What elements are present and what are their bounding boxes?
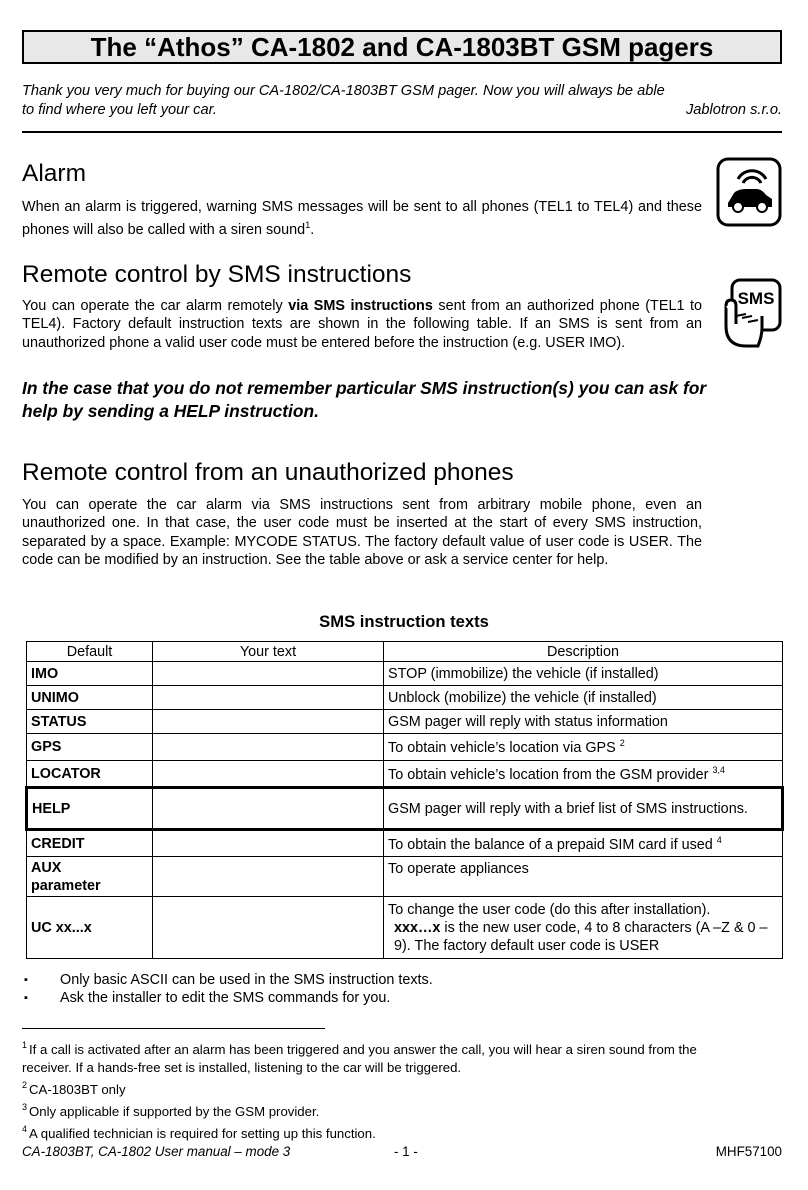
description-cell: GSM pager will reply with status information bbox=[384, 710, 783, 734]
table-header-row bbox=[27, 642, 783, 662]
description-cell: To obtain vehicle’s location from the GSM provider $^{3,4}$ bbox=[384, 761, 783, 788]
description-cell: To change the user code (do this after installation). xxx…x is the new user code, 4 to 8 characters (A –Z & 0 – 9). The factory default user code is USER bbox=[384, 897, 783, 959]
table-row bbox=[27, 761, 783, 788]
your-text-cell bbox=[153, 734, 384, 761]
description-cell: To operate appliances bbox=[384, 857, 783, 897]
footnote-4: $^4$ A qualified technician is required for setting up this function. bbox=[22, 1124, 376, 1141]
alarm-heading: Alarm bbox=[22, 160, 86, 187]
description-cell: Unblock (mobilize) the vehicle (if installed) bbox=[384, 686, 783, 710]
table-row bbox=[27, 662, 783, 686]
footnote-ref: 1 bbox=[305, 220, 311, 231]
your-text-cell bbox=[153, 830, 384, 857]
table-row bbox=[27, 897, 783, 959]
description-cell: To obtain vehicle’s location via GPS $^2$ bbox=[384, 734, 783, 761]
car-alarm-icon bbox=[716, 157, 782, 227]
help-note: In the case that you do not remember particular SMS instruction(s) you can ask for help by sending a HELP instruction. bbox=[22, 378, 707, 421]
footnote-2: $^2$ CA-1803BT only bbox=[22, 1080, 126, 1097]
bullet-list bbox=[22, 971, 433, 1007]
description-cell: To obtain the balance of a prepaid SIM card if used $^4$ bbox=[384, 830, 783, 857]
page-title: The “Athos” CA-1802 and CA-1803BT GSM pagers bbox=[22, 30, 782, 64]
alarm-text: When an alarm is triggered, warning SMS messages will be sent to all phones (TEL1 to TEL4) and these phones will also be called with a siren sound$^1$. bbox=[22, 199, 702, 239]
list-item: ▪ Ask the installer to edit the SMS commands for you. bbox=[22, 989, 433, 1007]
default-cell: UC xx...x bbox=[27, 897, 153, 959]
default-cell: LOCATOR bbox=[27, 761, 153, 788]
footnote-3: $^3$ Only applicable if supported by the GSM provider. bbox=[22, 1102, 320, 1119]
your-text-cell bbox=[153, 788, 384, 830]
default-cell: HELP bbox=[27, 788, 153, 830]
table-row bbox=[27, 734, 783, 761]
your-text-cell bbox=[153, 857, 384, 897]
your-text-cell bbox=[153, 662, 384, 686]
footer-manual-title: CA-1803BT, CA-1802 User manual – mode 3 bbox=[22, 1144, 291, 1159]
intro-line-1: Thank you very much for buying our CA-1802/CA-1803BT GSM pager. Now you will always be able bbox=[22, 83, 665, 99]
divider bbox=[22, 131, 782, 133]
description-cell: GSM pager will reply with a brief list of SMS instructions. bbox=[384, 788, 783, 830]
table-row bbox=[27, 710, 783, 734]
column-header: Your text bbox=[153, 642, 384, 662]
remote-sms-heading: Remote control by SMS instructions bbox=[22, 261, 412, 288]
your-text-cell bbox=[153, 761, 384, 788]
description-cell: STOP (immobilize) the vehicle (if installed) bbox=[384, 662, 783, 686]
table-row bbox=[27, 857, 783, 897]
column-header: Description bbox=[384, 642, 783, 662]
footnote-1: $^1$ If a call is activated after an alarm has been triggered and you answer the call, you will hear a siren sound from the receiver. If a hands-free set is installed, listening to the car will be triggered. bbox=[22, 1040, 697, 1075]
footnote-divider bbox=[22, 1028, 325, 1029]
default-cell: AUX parameter bbox=[27, 857, 153, 897]
table-caption: SMS instruction texts bbox=[319, 612, 489, 631]
sms-icon-label: SMS bbox=[737, 289, 775, 308]
list-item: ▪ Only basic ASCII can be used in the SMS instruction texts. bbox=[22, 971, 433, 989]
your-text-cell bbox=[153, 686, 384, 710]
sms-instruction-table bbox=[25, 641, 784, 959]
default-cell: STATUS bbox=[27, 710, 153, 734]
remote-sms-text: You can operate the car alarm remotely via SMS instructions sent from an authorized phone (TEL1 to TEL4). Factory default instruction texts are shown in the following table. If an SMS is sent from an unauthorized phone a valid user code must be entered before the instruction (e.g. USER IMO). bbox=[22, 298, 702, 351]
intro-line-2: to find where you left your car. bbox=[22, 102, 217, 118]
table-row-help bbox=[27, 788, 783, 830]
default-cell: CREDIT bbox=[27, 830, 153, 857]
intro bbox=[22, 82, 782, 120]
default-cell: UNIMO bbox=[27, 686, 153, 710]
column-header: Default bbox=[27, 642, 153, 662]
default-cell: GPS bbox=[27, 734, 153, 761]
sms-hand-icon bbox=[712, 276, 784, 350]
your-text-cell bbox=[153, 897, 384, 959]
table-row bbox=[27, 686, 783, 710]
your-text-cell bbox=[153, 710, 384, 734]
default-cell: IMO bbox=[27, 662, 153, 686]
document-code: MHF57100 bbox=[715, 1144, 782, 1159]
table-row bbox=[27, 830, 783, 857]
company-signature: Jablotron s.r.o. bbox=[686, 102, 782, 118]
remote-unauth-heading: Remote control from an unauthorized phones bbox=[22, 459, 514, 486]
remote-unauth-text: You can operate the car alarm via SMS instructions sent from arbitrary mobile phone, even an unauthorized one. In that case, the user code must be inserted at the start of every SMS instruction, separated by a space. Example: MYCODE STATUS. The factory default value of user code is USER. The code can be modified by an instruction. See the table above or ask a service center for help. bbox=[22, 497, 702, 568]
page-number: - 1 - bbox=[394, 1144, 418, 1159]
